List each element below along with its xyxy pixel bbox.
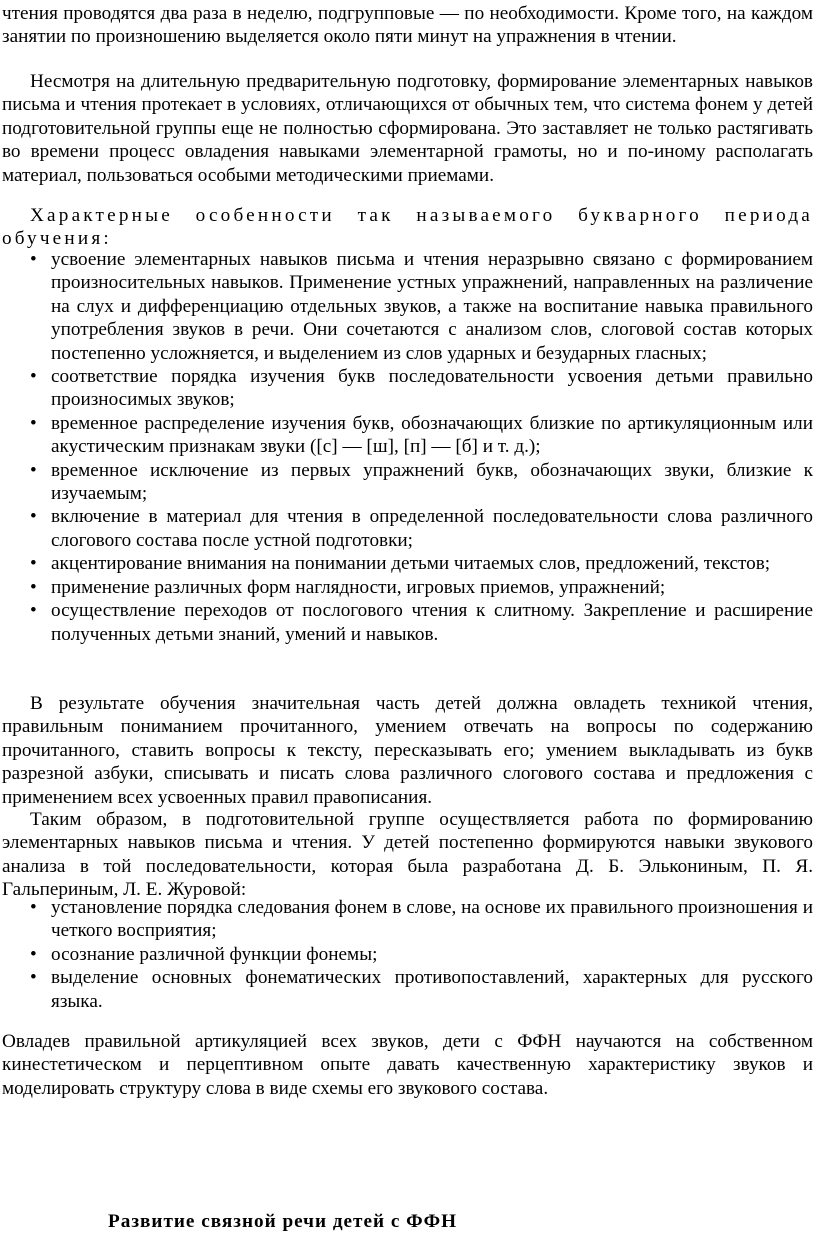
bullet-icon: • bbox=[30, 576, 37, 598]
bullet-icon: • bbox=[30, 943, 37, 965]
list-item: • соответствие порядка изучения букв последовательности усвоения детьми правильно произносимых звуков; bbox=[30, 366, 813, 411]
bullet-icon: • bbox=[30, 249, 37, 270]
paragraph-preparation: Несмотря на длительную предварительную подготовку, формирование элементарных навыков письма и чтения протекает в условиях, отличающихся от обычных тем, что система фонем у детей подготовительной группы еще не полностью сформирована. Это заставляет не только растягивать во времени процесс овладения навыками элементарной грамоты, но и по-иному располагать материал, пользоваться особыми методическими приемами. bbox=[2, 71, 813, 186]
list-item: • выделение основных фонематических противопоставлений, характерных для русского языка. bbox=[30, 967, 813, 1012]
list-item: • временное исключение из первых упражнений букв, обозначающих звуки, близкие к изучаемым; bbox=[30, 459, 813, 505]
list-item: • осуществление переходов от послогового чтения к слитному. Закрепление и расширение полученных детьми знаний, умений и навыков. bbox=[30, 600, 813, 645]
paragraph-sound-analysis: Таким образом, в подготовительной группе осуществляется работа по формированию элементарных навыков письма и чтения. У детей постепенно формируются навыки звукового анализа в той последовательности, которая была разработана Д. Б. Элькониным, П. Я. Гальпериным, Л. Е. Журовой: bbox=[2, 809, 813, 901]
bullet-list-primer-features bbox=[30, 248, 813, 646]
list-item: • включение в материал для чтения в определенной последовательности слова различного слогового состава после устной подготовки; bbox=[30, 506, 813, 551]
bullet-icon: • bbox=[30, 897, 37, 918]
bullet-icon: • bbox=[30, 412, 37, 434]
list-item: • применение различных форм наглядности, игровых приемов, упражнений; bbox=[30, 576, 666, 598]
paragraph-articulation: Овладев правильной артикуляцией всех звуков, дети с ФФН научаются на собственном кинестетическом и перцептивном опыте давать качественную характеристику звуков и моделировать структуру слова в виде схемы его звукового состава. bbox=[2, 1031, 813, 1099]
list-item: • установление порядка следования фонем в слове, на основе их правильного произношения и четкого восприятия; bbox=[30, 897, 813, 942]
list-item: • усвоение элементарных навыков письма и чтения неразрывно связано с формированием произносительных навыков. Применение устных упражнений, направленных на различение на слух и дифференциацию отдельных звуков, а также на воспитание навыка правильного употребления звуков в речи. Они сочетаются с анализом слов, слоговой состав которых постепенно усложняется, и выделением из слов ударных и безударных гласных; bbox=[30, 249, 813, 364]
paragraph-learning-results: В результате обучения значительная часть детей должна овладеть техникой чтения, правильным пониманием прочитанного, умением отвечать на вопросы по содержанию прочитанного, ставить вопросы к тексту, пересказывать его; умением выкладывать из букв разрезной азбуки, списывать и писать слова различного слогового состава и предложения с применением всех усвоенных правил правописания. bbox=[2, 693, 813, 808]
bullet-icon: • bbox=[30, 459, 37, 481]
bullet-icon: • bbox=[30, 967, 37, 989]
bullet-icon: • bbox=[30, 506, 37, 528]
bullet-icon: • bbox=[30, 553, 37, 575]
list-item: • акцентирование внимания на понимании детьми читаемых слов, предложений, текстов; bbox=[30, 553, 771, 575]
paragraph-primer-period-features: Характерные особенности так называемого букварного периода обучения: bbox=[2, 205, 813, 250]
section-heading: Развитие связной речи детей с ФФН bbox=[108, 1211, 458, 1232]
bullet-list-sound-analysis bbox=[30, 896, 813, 1013]
bullet-icon: • bbox=[30, 366, 37, 388]
list-item: • временное распределение изучения букв, обозначающих близкие по артикуляционным или акустическим признакам звуки ([с] — [ш], [п] — [б] и т. д.); bbox=[30, 412, 813, 458]
list-item: • осознание различной функции фонемы; bbox=[30, 943, 378, 965]
bullet-icon: • bbox=[30, 600, 37, 622]
paragraph-reading-schedule: чтения проводятся два раза в неделю, подгрупповые — по необходимости. Кроме того, на каждом занятии по произношению выделяется около пяти минут на упражнения в чтении. bbox=[2, 3, 813, 48]
